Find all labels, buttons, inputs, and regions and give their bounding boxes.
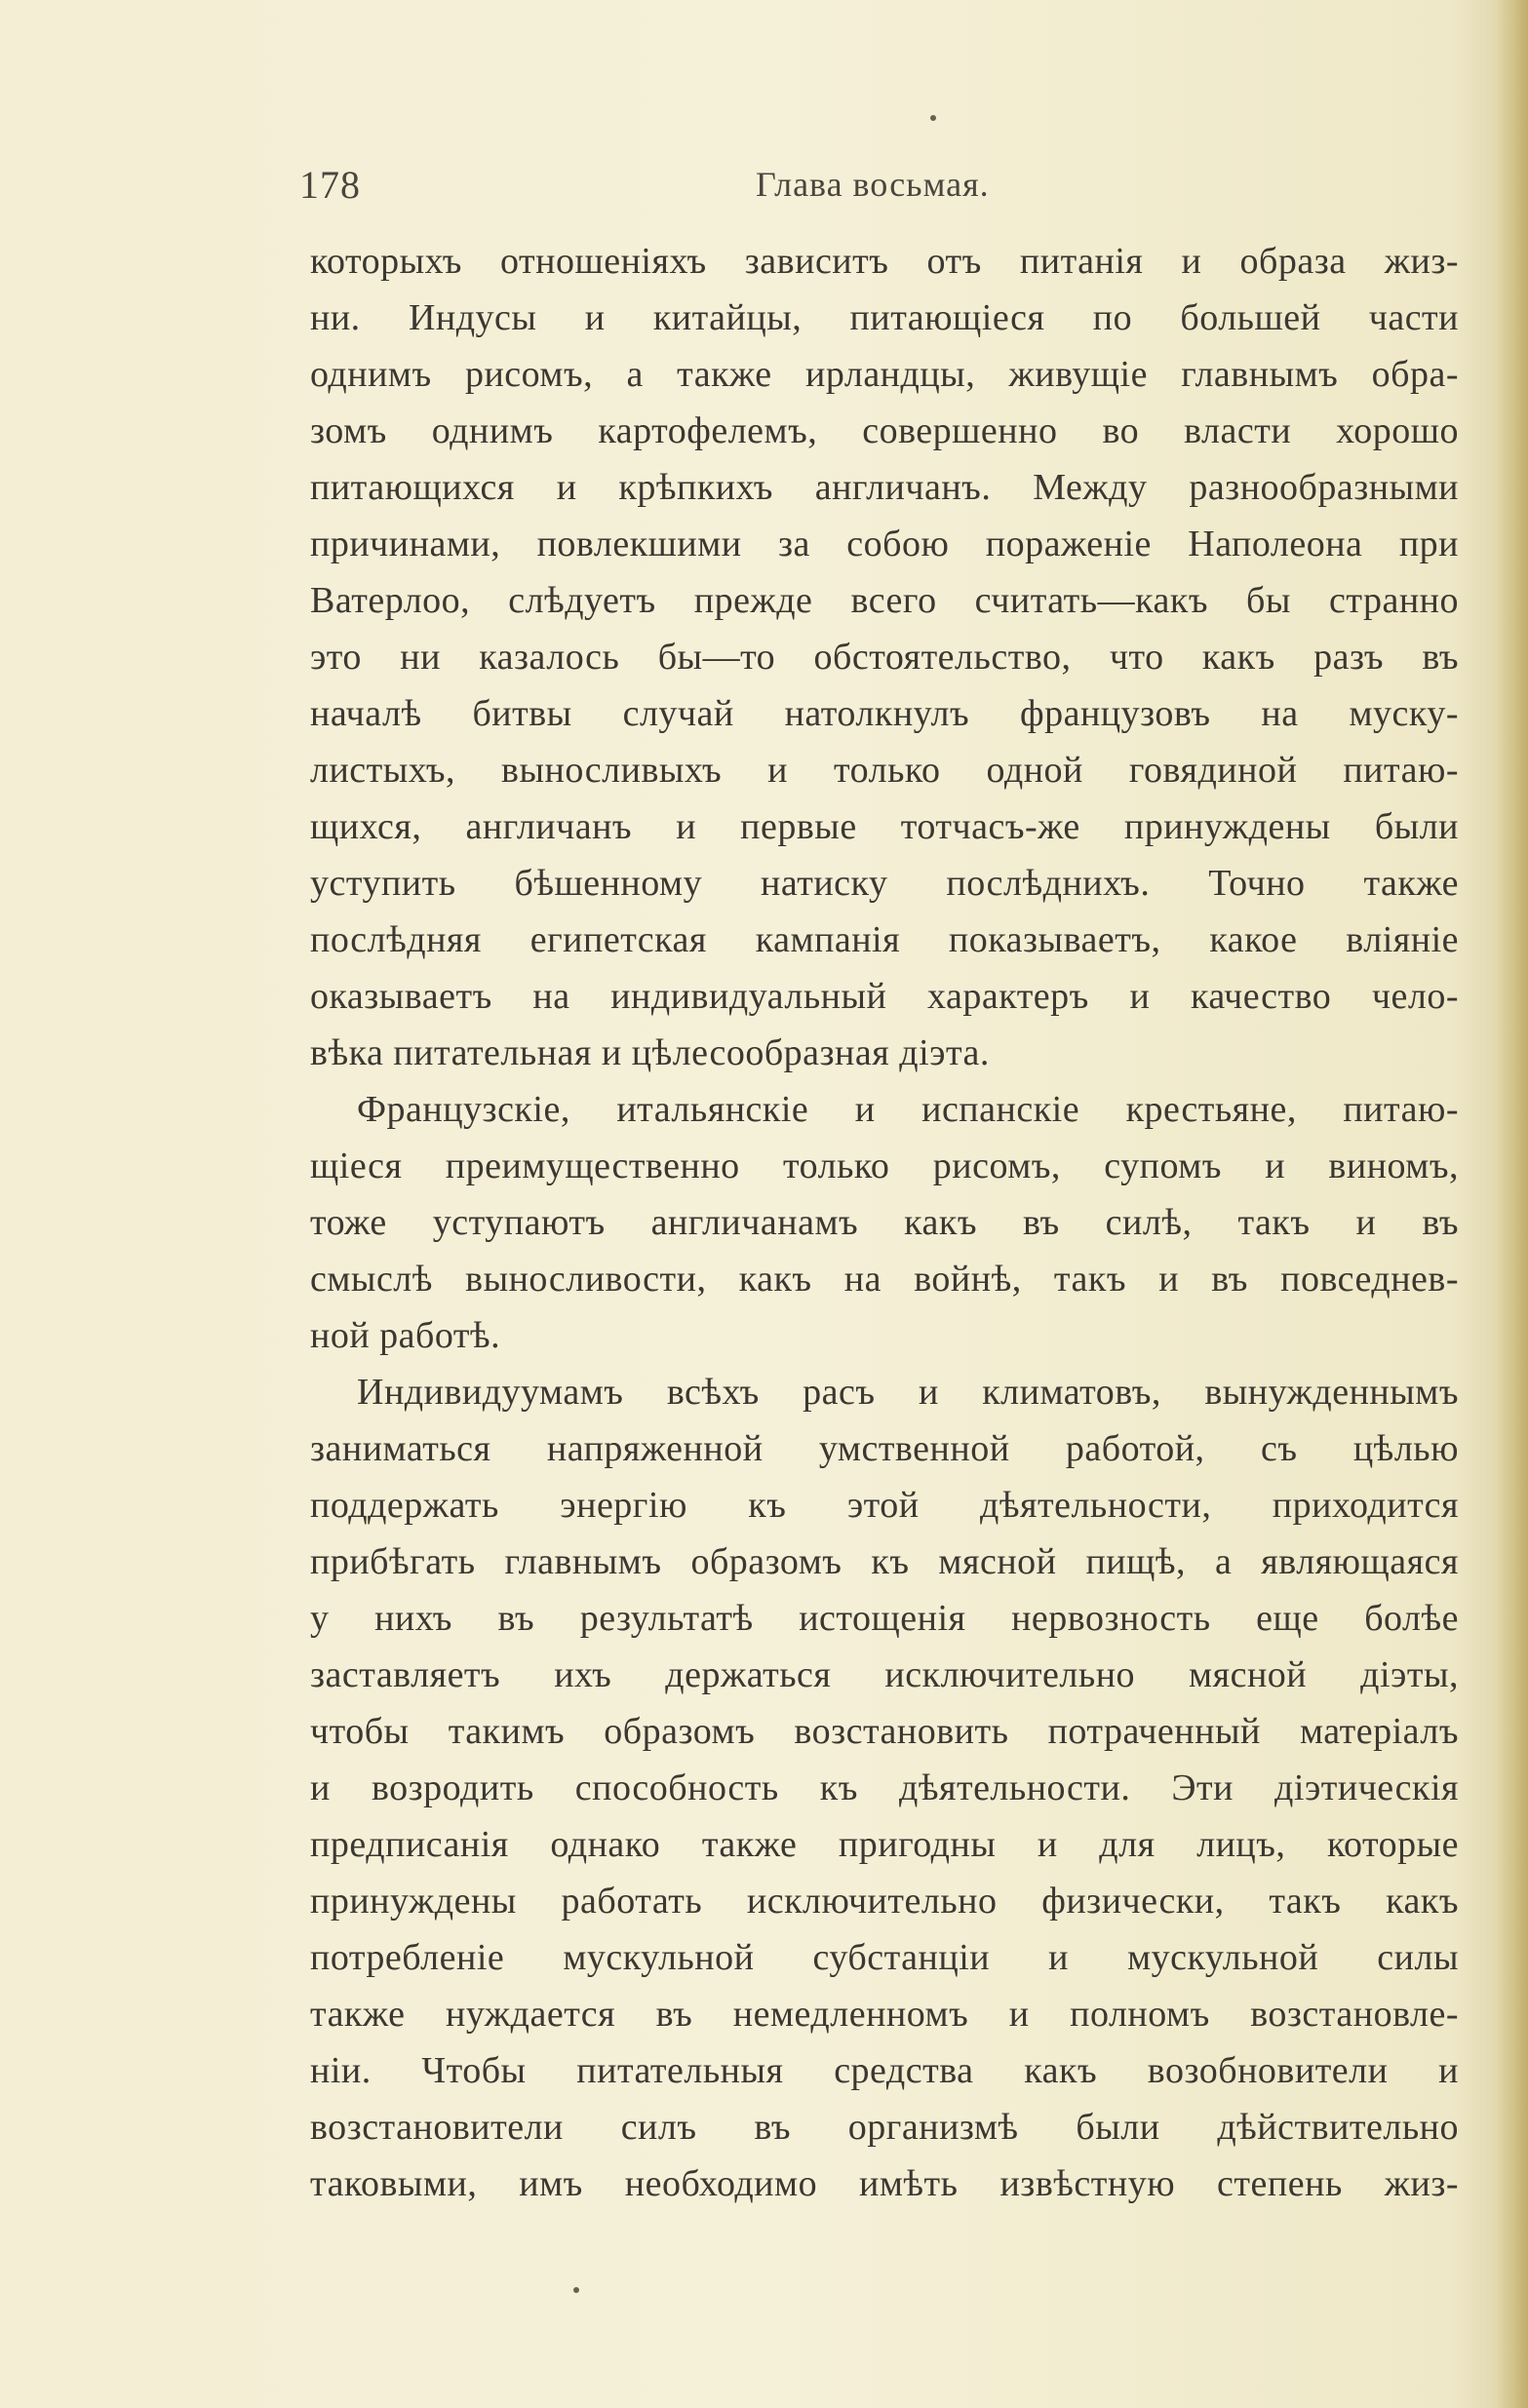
text-line: и возродить способность къ дѣятельности. Эти діэтическія (310, 1767, 1459, 1808)
text-line: однимъ рисомъ, а также ирландцы, живущіе главнымъ обра- (310, 354, 1459, 395)
text-line: тоже уступаютъ англичанамъ какъ въ силѣ, такъ и въ (310, 1202, 1459, 1243)
text-line: которыхъ отношеніяхъ зависитъ отъ питанія и образа жиз- (310, 241, 1459, 282)
running-head: Глава восьмая. (756, 165, 990, 204)
page-header (299, 162, 1450, 211)
text-line: смыслѣ выносливости, какъ на войнѣ, такъ и въ повседнев- (310, 1259, 1459, 1300)
text-line: поддержать энергію къ этой дѣятельности, приходится (310, 1485, 1459, 1526)
page-number: 178 (299, 163, 361, 207)
text-line: заставляетъ ихъ держаться исключительно мясной діэты, (310, 1654, 1459, 1695)
text-line: принуждены работать исключительно физически, такъ какъ (310, 1881, 1459, 1922)
text-line: оказываетъ на индивидуальный характеръ и качество чело- (310, 976, 1459, 1017)
paragraph-first-line: Французскіе, итальянскіе и испанскіе крестьяне, питаю- (357, 1089, 1459, 1130)
text-line: чтобы такимъ образомъ возстановить потраченный матеріалъ (310, 1711, 1459, 1752)
text-line: вѣка питательная и цѣлесообразная діэта. (310, 1032, 990, 1073)
text-line: заниматься напряженной умственной работой, съ цѣлью (310, 1428, 1459, 1469)
text-line: послѣдняя египетская кампанія показываетъ, какое вліяніе (310, 919, 1459, 960)
text-line: листыхъ, выносливыхъ и только одной говядиной питаю- (310, 750, 1459, 791)
text-line: щихся, англичанъ и первые тотчасъ-же принуждены были (310, 806, 1459, 847)
ink-speck (573, 2287, 579, 2293)
text-line: ни. Индусы и китайцы, питающіеся по большей части (310, 297, 1459, 338)
text-line: также нуждается въ немедленномъ и полномъ возстановле- (310, 1994, 1459, 2035)
text-line: щіеся преимущественно только рисомъ, супомъ и виномъ, (310, 1146, 1459, 1186)
page-edge-shading (1495, 0, 1528, 2408)
ink-speck (930, 115, 936, 121)
paragraph-first-line: Индивидуумамъ всѣхъ расъ и климатовъ, вынужденнымъ (357, 1372, 1459, 1413)
text-line: причинами, повлекшими за собою пораженіе Наполеона при (310, 524, 1459, 564)
text-line: ной работѣ. (310, 1315, 501, 1356)
text-line: зомъ однимъ картофелемъ, совершенно во власти хорошо (310, 410, 1459, 451)
text-line: ніи. Чтобы питательныя средства какъ возобновители и (310, 2050, 1459, 2091)
text-line: потребленіе мускульной субстанціи и мускульной силы (310, 1937, 1459, 1978)
text-line: Ватерлоо, слѣдуетъ прежде всего считать—какъ бы странно (310, 580, 1459, 621)
text-line: возстановители силъ въ организмѣ были дѣйствительно (310, 2107, 1459, 2148)
text-line: у нихъ въ результатѣ истощенія нервозность еще болѣе (310, 1598, 1459, 1639)
text-line: это ни казалось бы—то обстоятельство, что какъ разъ въ (310, 637, 1459, 678)
text-line: прибѣгать главнымъ образомъ къ мясной пищѣ, а являющаяся (310, 1541, 1459, 1582)
text-line: таковыми, имъ необходимо имѣть извѣстную степень жиз- (310, 2163, 1459, 2204)
text-line: уступить бѣшенному натиску послѣднихъ. Точно также (310, 863, 1459, 904)
text-line: предписанія однако также пригодны и для лицъ, которые (310, 1824, 1459, 1865)
text-line: питающихся и крѣпкихъ англичанъ. Между разнообразными (310, 467, 1459, 508)
text-line: началѣ битвы случай натолкнулъ французовъ на муску- (310, 693, 1459, 734)
